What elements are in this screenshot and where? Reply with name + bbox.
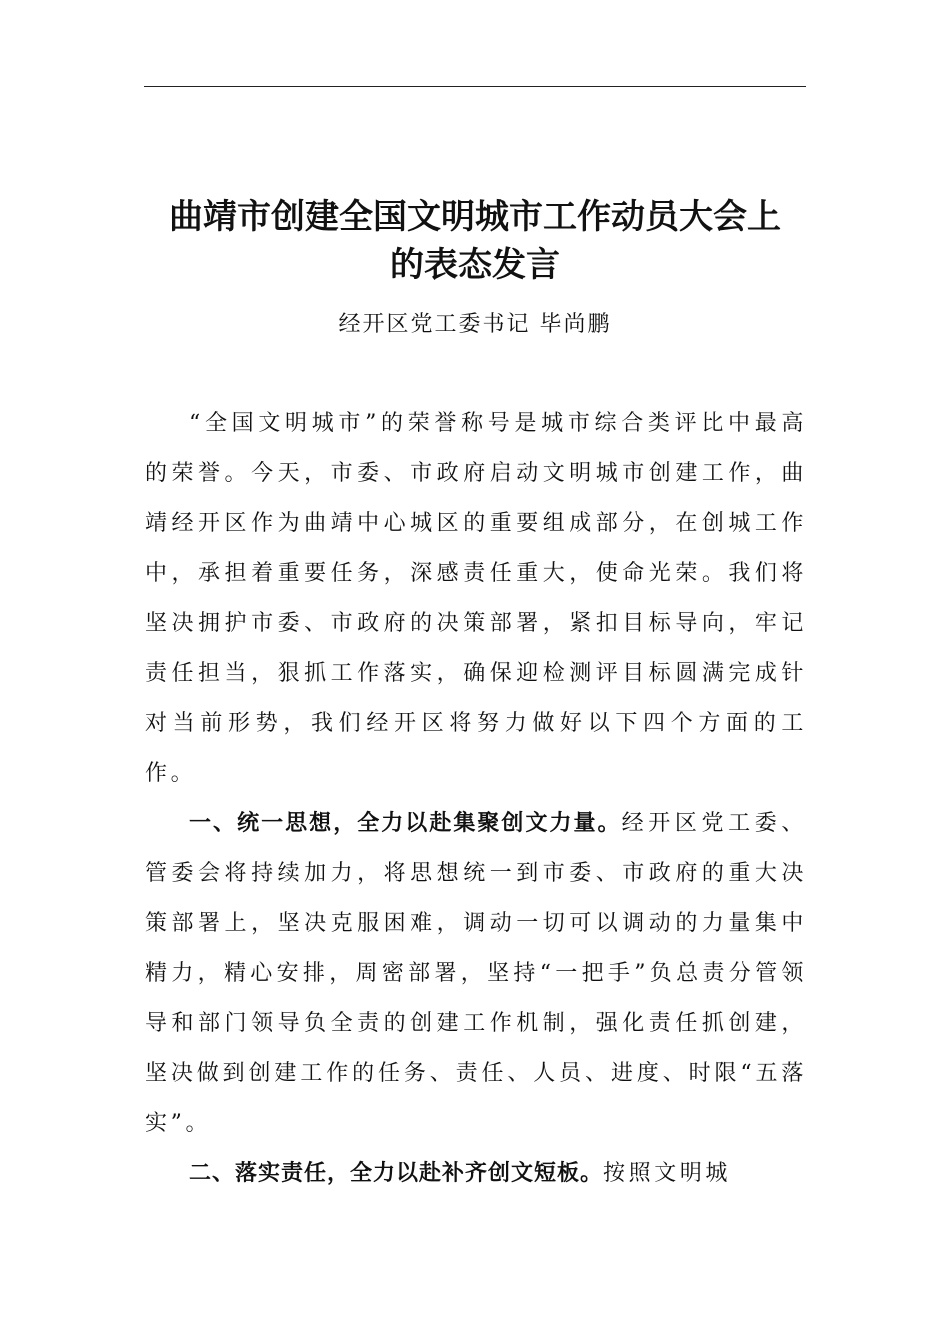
title-line-2: 的表态发言 (390, 245, 560, 285)
document-title (144, 193, 806, 289)
paragraph-text: “全国文明城市”的荣誉称号是城市综合类评比中最高的荣誉。今天，市委、市政府启动文明城市创建工作，曲靖经开区作为曲靖中心城区的重要组成部分，在创城工作中，承担着重要任务，深感责任重大，使命光荣。我们将坚决拥护市委、市政府的决策部署，紧扣目标导向，牢记责任担当，狠抓工作落实，确保迎检测评目标圆满完成针对当前形势，我们经开区将努力做好以下四个方面的工作。 (145, 411, 807, 786)
author-line: 经开区党工委书记 毕尚鹏 (338, 312, 612, 337)
header-rule (144, 86, 806, 87)
section-heading-1: 一、统一思想，全力以赴集聚创文力量。 (189, 811, 622, 836)
paragraph-section-2 (145, 1149, 807, 1199)
paragraph-intro (145, 399, 807, 799)
paragraph-text: 经开区党工委、管委会将持续加力，将思想统一到市委、市政府的重大决策部署上，坚决克服困难，调动一切可以调动的力量集中精力，精心安排，周密部署，坚持“一把手”负总责分管领导和部门领导负全责的创建工作机制，强化责任抓创建，坚决做到创建工作的任务、责任、人员、进度、时限“五落实”。 (145, 811, 807, 1136)
title-line-1: 曲靖市创建全国文明城市工作动员大会上 (169, 197, 781, 237)
document-body (145, 399, 807, 1199)
paragraph-text: 按照文明城 (603, 1161, 732, 1186)
section-heading-2: 二、落实责任，全力以赴补齐创文短板。 (189, 1161, 604, 1186)
paragraph-section-1 (145, 799, 807, 1149)
